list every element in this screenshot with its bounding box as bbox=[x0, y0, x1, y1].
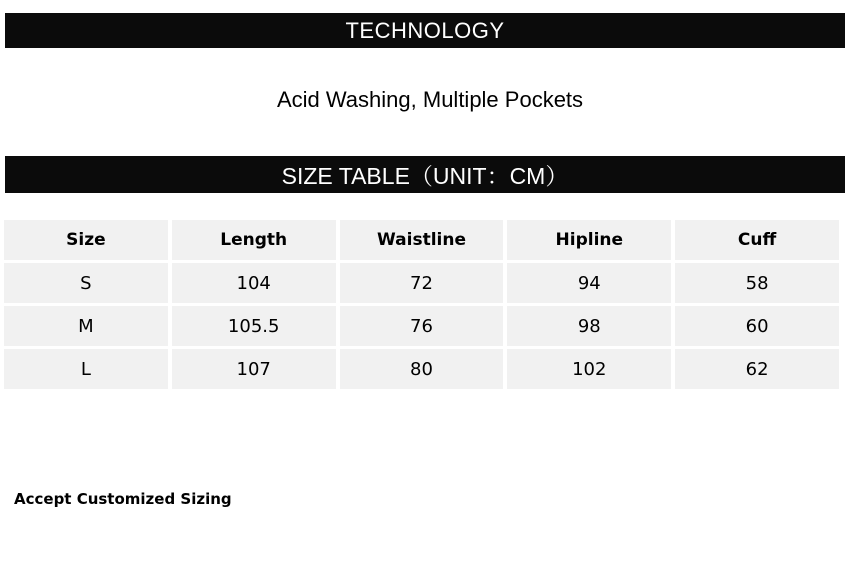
hipline-cell: 98 bbox=[507, 306, 671, 346]
cuff-cell: 62 bbox=[675, 349, 839, 389]
column-header-cuff: Cuff bbox=[675, 220, 839, 260]
technology-banner-title: TECHNOLOGY bbox=[345, 17, 505, 43]
hipline-cell: 94 bbox=[507, 263, 671, 303]
column-header-waistline: Waistline bbox=[340, 220, 504, 260]
size-table-row-l bbox=[4, 349, 839, 389]
hipline-cell: 102 bbox=[507, 349, 671, 389]
size-table-row-m bbox=[4, 306, 839, 346]
column-header-size: Size bbox=[4, 220, 168, 260]
product-features-text: Acid Washing, Multiple Pockets bbox=[276, 87, 584, 112]
size-table-header-row bbox=[4, 220, 839, 260]
size-cell: M bbox=[4, 306, 168, 346]
waistline-cell: 80 bbox=[340, 349, 504, 389]
length-cell: 107 bbox=[172, 349, 336, 389]
length-cell: 104 bbox=[172, 263, 336, 303]
waistline-cell: 76 bbox=[340, 306, 504, 346]
cuff-cell: 60 bbox=[675, 306, 839, 346]
size-cell: L bbox=[4, 349, 168, 389]
column-header-hipline: Hipline bbox=[507, 220, 671, 260]
size-table-banner bbox=[5, 156, 845, 193]
size-table-row-s bbox=[4, 263, 839, 303]
size-cell: S bbox=[4, 263, 168, 303]
length-cell: 105.5 bbox=[172, 306, 336, 346]
cuff-cell: 58 bbox=[675, 263, 839, 303]
size-table bbox=[0, 217, 843, 392]
technology-banner bbox=[5, 13, 845, 48]
size-table-banner-title: SIZE TABLE（UNIT：CM） bbox=[281, 163, 569, 189]
customized-sizing-note: Accept Customized Sizing bbox=[14, 490, 232, 508]
waistline-cell: 72 bbox=[340, 263, 504, 303]
column-header-length: Length bbox=[172, 220, 336, 260]
